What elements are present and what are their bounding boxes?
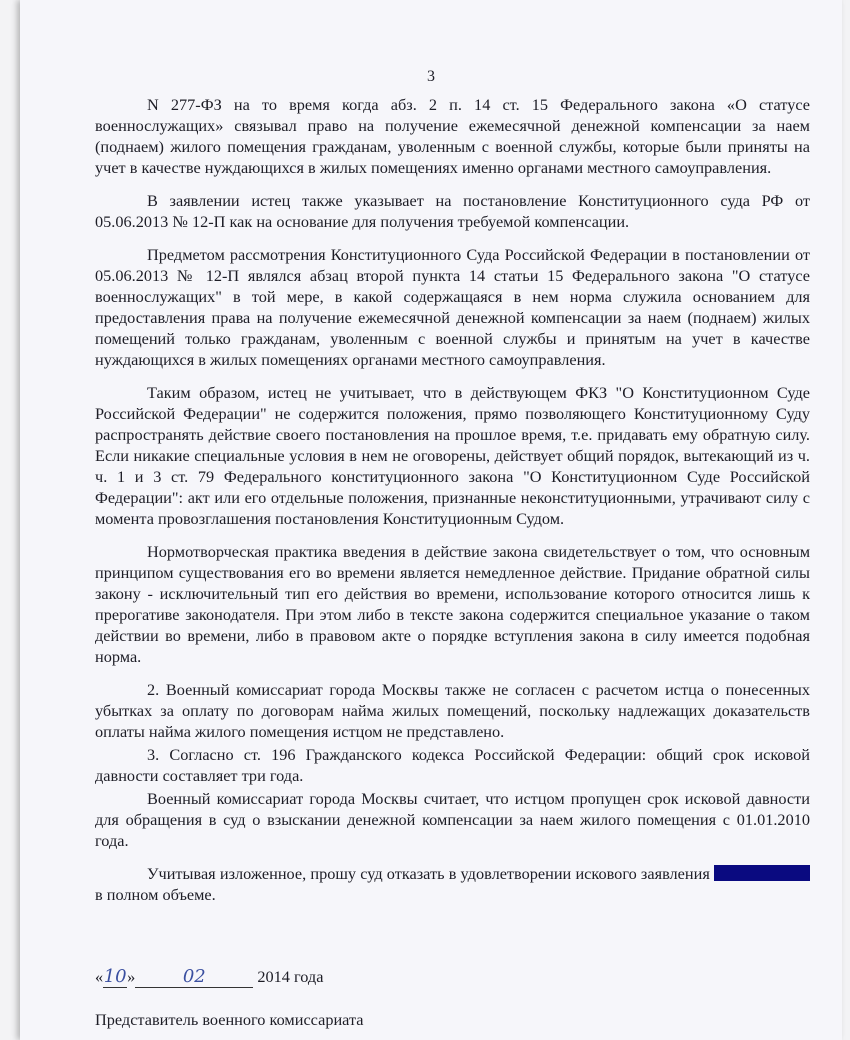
quote-open: « — [95, 967, 104, 986]
quote-close: » — [127, 967, 136, 986]
closing-text: Учитывая изложенное, прошу суд отказать в удовлетворении искового заявления — [147, 864, 710, 883]
page-number: 3 — [427, 68, 435, 85]
document-body — [95, 94, 810, 917]
handwritten-month: 02 — [135, 966, 253, 988]
paragraph: В заявлении истец также указывает на постановление Конституционного суда РФ от 05.06.2013 № 12-П как на основание для получения требуемой компенсации. — [95, 191, 810, 231]
paragraph: 3. Согласно ст. 196 Гражданского кодекса Российской Федерации: общий срок исковой давности составляет три года. — [95, 745, 810, 785]
paragraph: 2. Военный комиссариат города Москвы также не согласен с расчетом истца о понесенных убытках за оплату по договорам найма жилых помещений, поскольку надлежащих доказательств оплаты найма жилого помещения истцом не представлено. — [95, 680, 810, 741]
handwritten-day: 10 — [103, 966, 127, 987]
signature-line: Представитель военного комиссариата — [95, 1010, 364, 1029]
document-page — [20, 0, 842, 1040]
paragraph: Военный комиссариат города Москвы считает, что истцом пропущен срок исковой давности для обращения в суд о взыскании денежной компенсации за наем жилого помещения с 01.01.2010 года. — [95, 789, 810, 850]
redacted-name — [714, 865, 810, 881]
paragraph: Таким образом, истец не учитывает, что в действующем ФКЗ "О Конституционном Суде Российской Федерации" не содержится положения, прямо позволяющего Конституционному Суду распространять действие своего постановления на прошлое время, т.е. придавать ему обратную силу. Если никакие специальные условия в нем не оговорены, действует общий порядок, вытекающий из ч. ч. 1 и 3 ст. 79 Федерального конституционного закона "О Конституционном Суде Российской Федерации": акт или его отдельные положения, признанные неконституционными, утрачивают силу с момента провозглашения постановления Конституционным Судом. — [95, 383, 810, 528]
year-text: 2014 года — [257, 967, 324, 986]
closing-paragraph — [95, 863, 810, 905]
paragraph: N 277-ФЗ на то время когда абз. 2 п. 14 ст. 15 Федерального закона «О статусе военнослужащих» связывал право на получение ежемесячной денежной компенсации за наем (поднаем) жилого помещения гражданам, уволенным с военной службы, которые были приняты на учет в качестве нуждающихся в жилых помещениях именно органами местного самоуправления. — [95, 95, 810, 177]
date-line — [95, 966, 323, 988]
closing-text-end: в полном объеме. — [95, 885, 216, 904]
paragraph: Нормотворческая практика введения в действие закона свидетельствует о том, что основным принципом существования его во времени является немедленное действие. Придание обратной силы закону - исключительный тип его действия во времени, использование которого относится лишь к прерогативе законодателя. При этом либо в тексте закона содержится специальное указание о таком действии во времени, либо в правовом акте о порядке вступления закона в силу имеется подобная норма. — [95, 542, 810, 666]
paragraph: Предметом рассмотрения Конституционного Суда Российской Федерации в постановлении от 05.06.2013 № 12-П являлся абзац второй пункта 14 статьи 15 Федерального закона "О статусе военнослужащих" в той мере, в какой содержащаяся в нем норма служила основанием для предоставления права на получение ежемесячной денежной компенсации за наем (поднаем) жилых помещений только гражданам, уволенным с военной службы и принятым на учет в качестве нуждающихся в жилых помещениях органами местного самоуправления. — [95, 245, 810, 369]
